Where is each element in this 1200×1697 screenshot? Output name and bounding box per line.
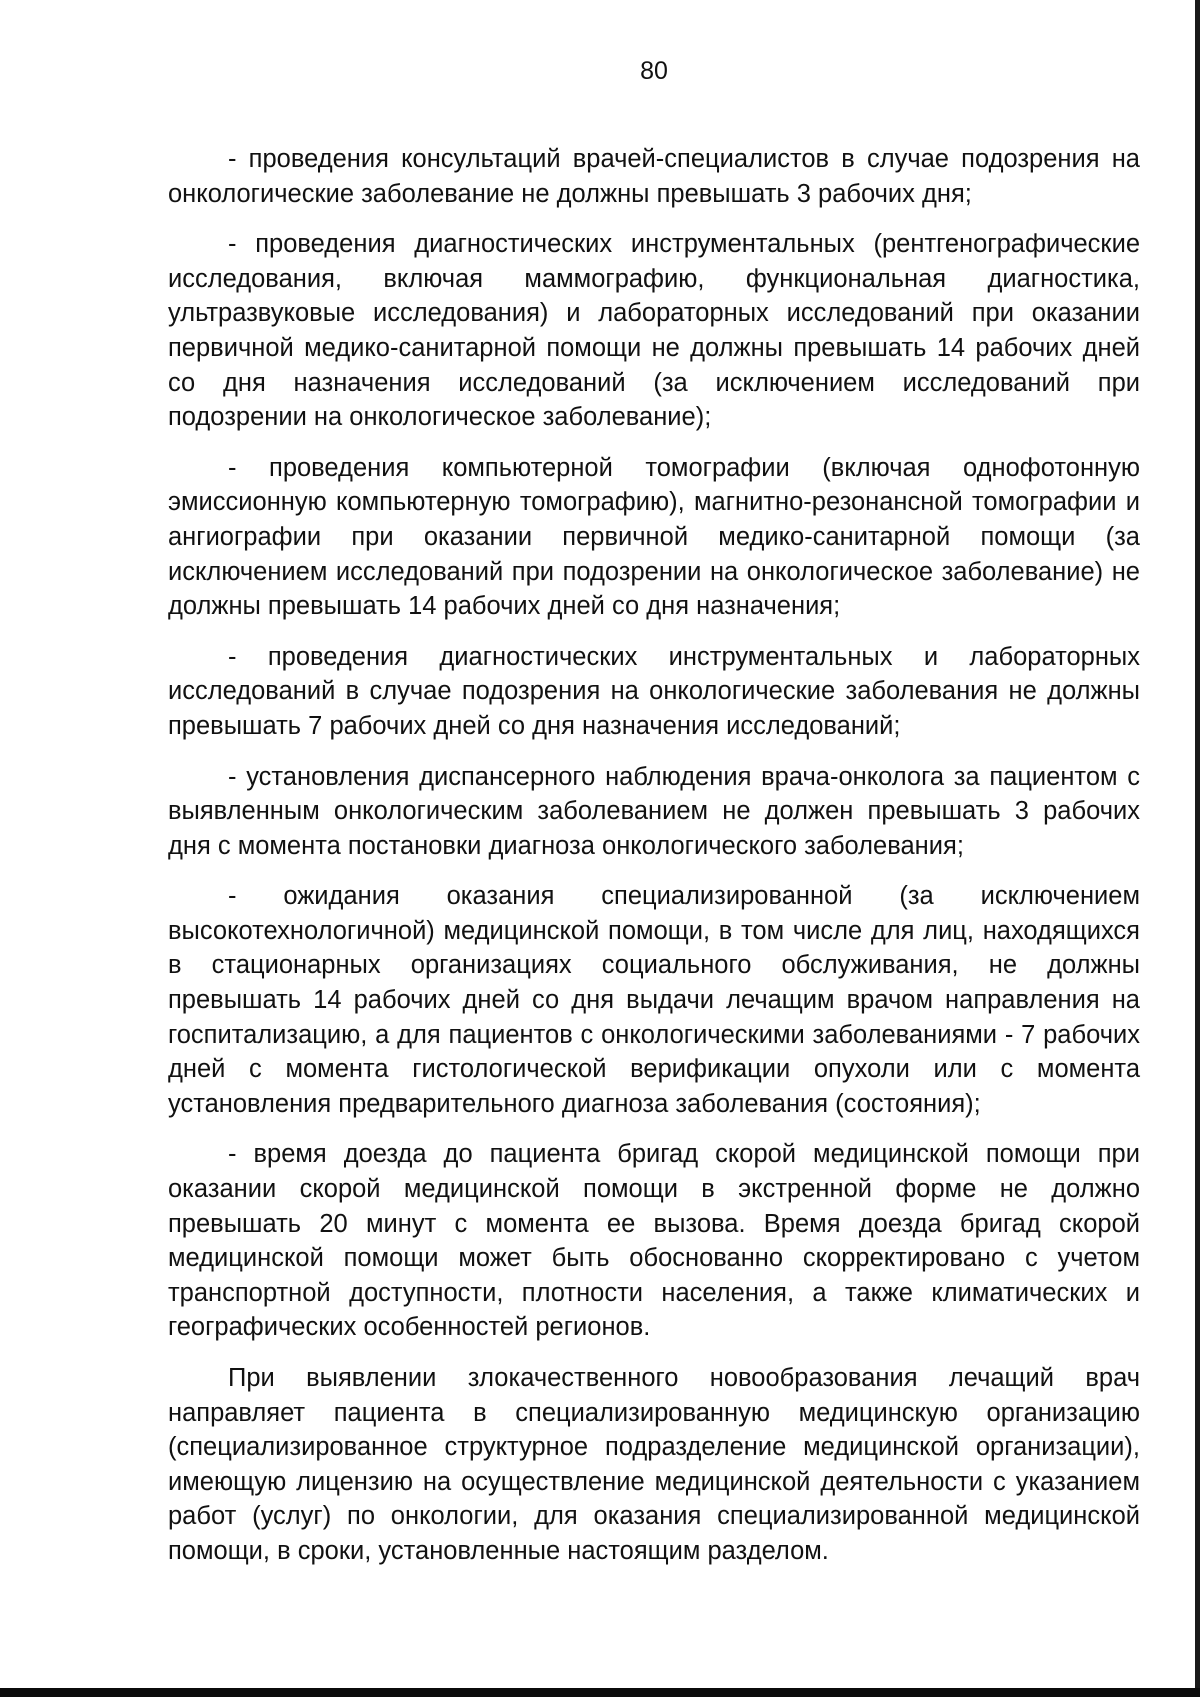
paragraph-specialized-care: - ожидания оказания специализированной (за исключением высокотехнологичной) медицинской помощи, в том числе для лиц, находящихся в стационарных организациях социального обслуживания, не должны превышать 14 рабочих дней со дня выдачи лечащим врачом направления на госпитализацию, а для пациентов с онкологическими заболеваниями - 7 рабочих дней с момента гистологической верификации опухоли или с момента установления предварительного диагноза заболевания (состояния); — [168, 882, 1140, 1118]
paragraph-consultations: - проведения консультаций врачей-специалистов в случае подозрения на онкологические заболевание не должны превышать 3 рабочих дня; — [168, 145, 1140, 208]
scan-right-edge — [1195, 0, 1200, 1697]
paragraph-ambulance-arrival: - время доезда до пациента бригад скорой медицинской помощи при оказании скорой медицинской помощи в экстренной форме не должно превышать 20 минут с момента ее вызова. Время доезда бригад скорой медицинской помощи может быть обоснованно скорректировано с учетом транспортной доступности, плотности населения, а также климатических и географических особенностей регионов. — [168, 1140, 1140, 1342]
paragraph-tomography: - проведения компьютерной томографии (включая однофотонную эмиссионную компьютерную томографию), магнитно-резонансной томографии и ангиографии при оказании первичной медико-санитарной помощи (за исключением исследований при подозрении на онкологическое заболевание) не должны превышать 14 рабочих дней со дня назначения; — [168, 453, 1140, 621]
paragraph-dispensary-observation: - установления диспансерного наблюдения врача-онколога за пациентом с выявленным онкологическим заболеванием не должен превышать 3 рабочих дня с момента постановки диагноза онкологического заболевания; — [168, 762, 1140, 860]
paragraph-diagnostic-studies: - проведения диагностических инструментальных (рентгенографические исследования, включая маммографию, функциональная диагностика, ультразвуковые исследования) и лабораторных исследований при оказании первичной медико-санитарной помощи не должны превышать 14 рабочих дней со дня назначения исследований (за исключением исследований при подозрении на онкологическое заболевание); — [168, 230, 1140, 432]
document-body — [168, 142, 1140, 1585]
scan-bottom-edge — [0, 1688, 1200, 1697]
page-number: 80 — [640, 57, 668, 85]
paragraph-oncology-suspicion: - проведения диагностических инструментальных и лабораторных исследований в случае подозрения на онкологические заболевания не должны превышать 7 рабочих дней со дня назначения исследований; — [168, 642, 1140, 740]
paragraph-malignant-neoplasm: При выявлении злокачественного новообразования лечащий врач направляет пациента в специализированную медицинскую организацию (специализированное структурное подразделение медицинской организации), имеющую лицензию на осуществление медицинской деятельности с указанием работ (услуг) по онкологии, для оказания специализированной медицинской помощи, в сроки, установленные настоящим разделом. — [168, 1364, 1140, 1565]
